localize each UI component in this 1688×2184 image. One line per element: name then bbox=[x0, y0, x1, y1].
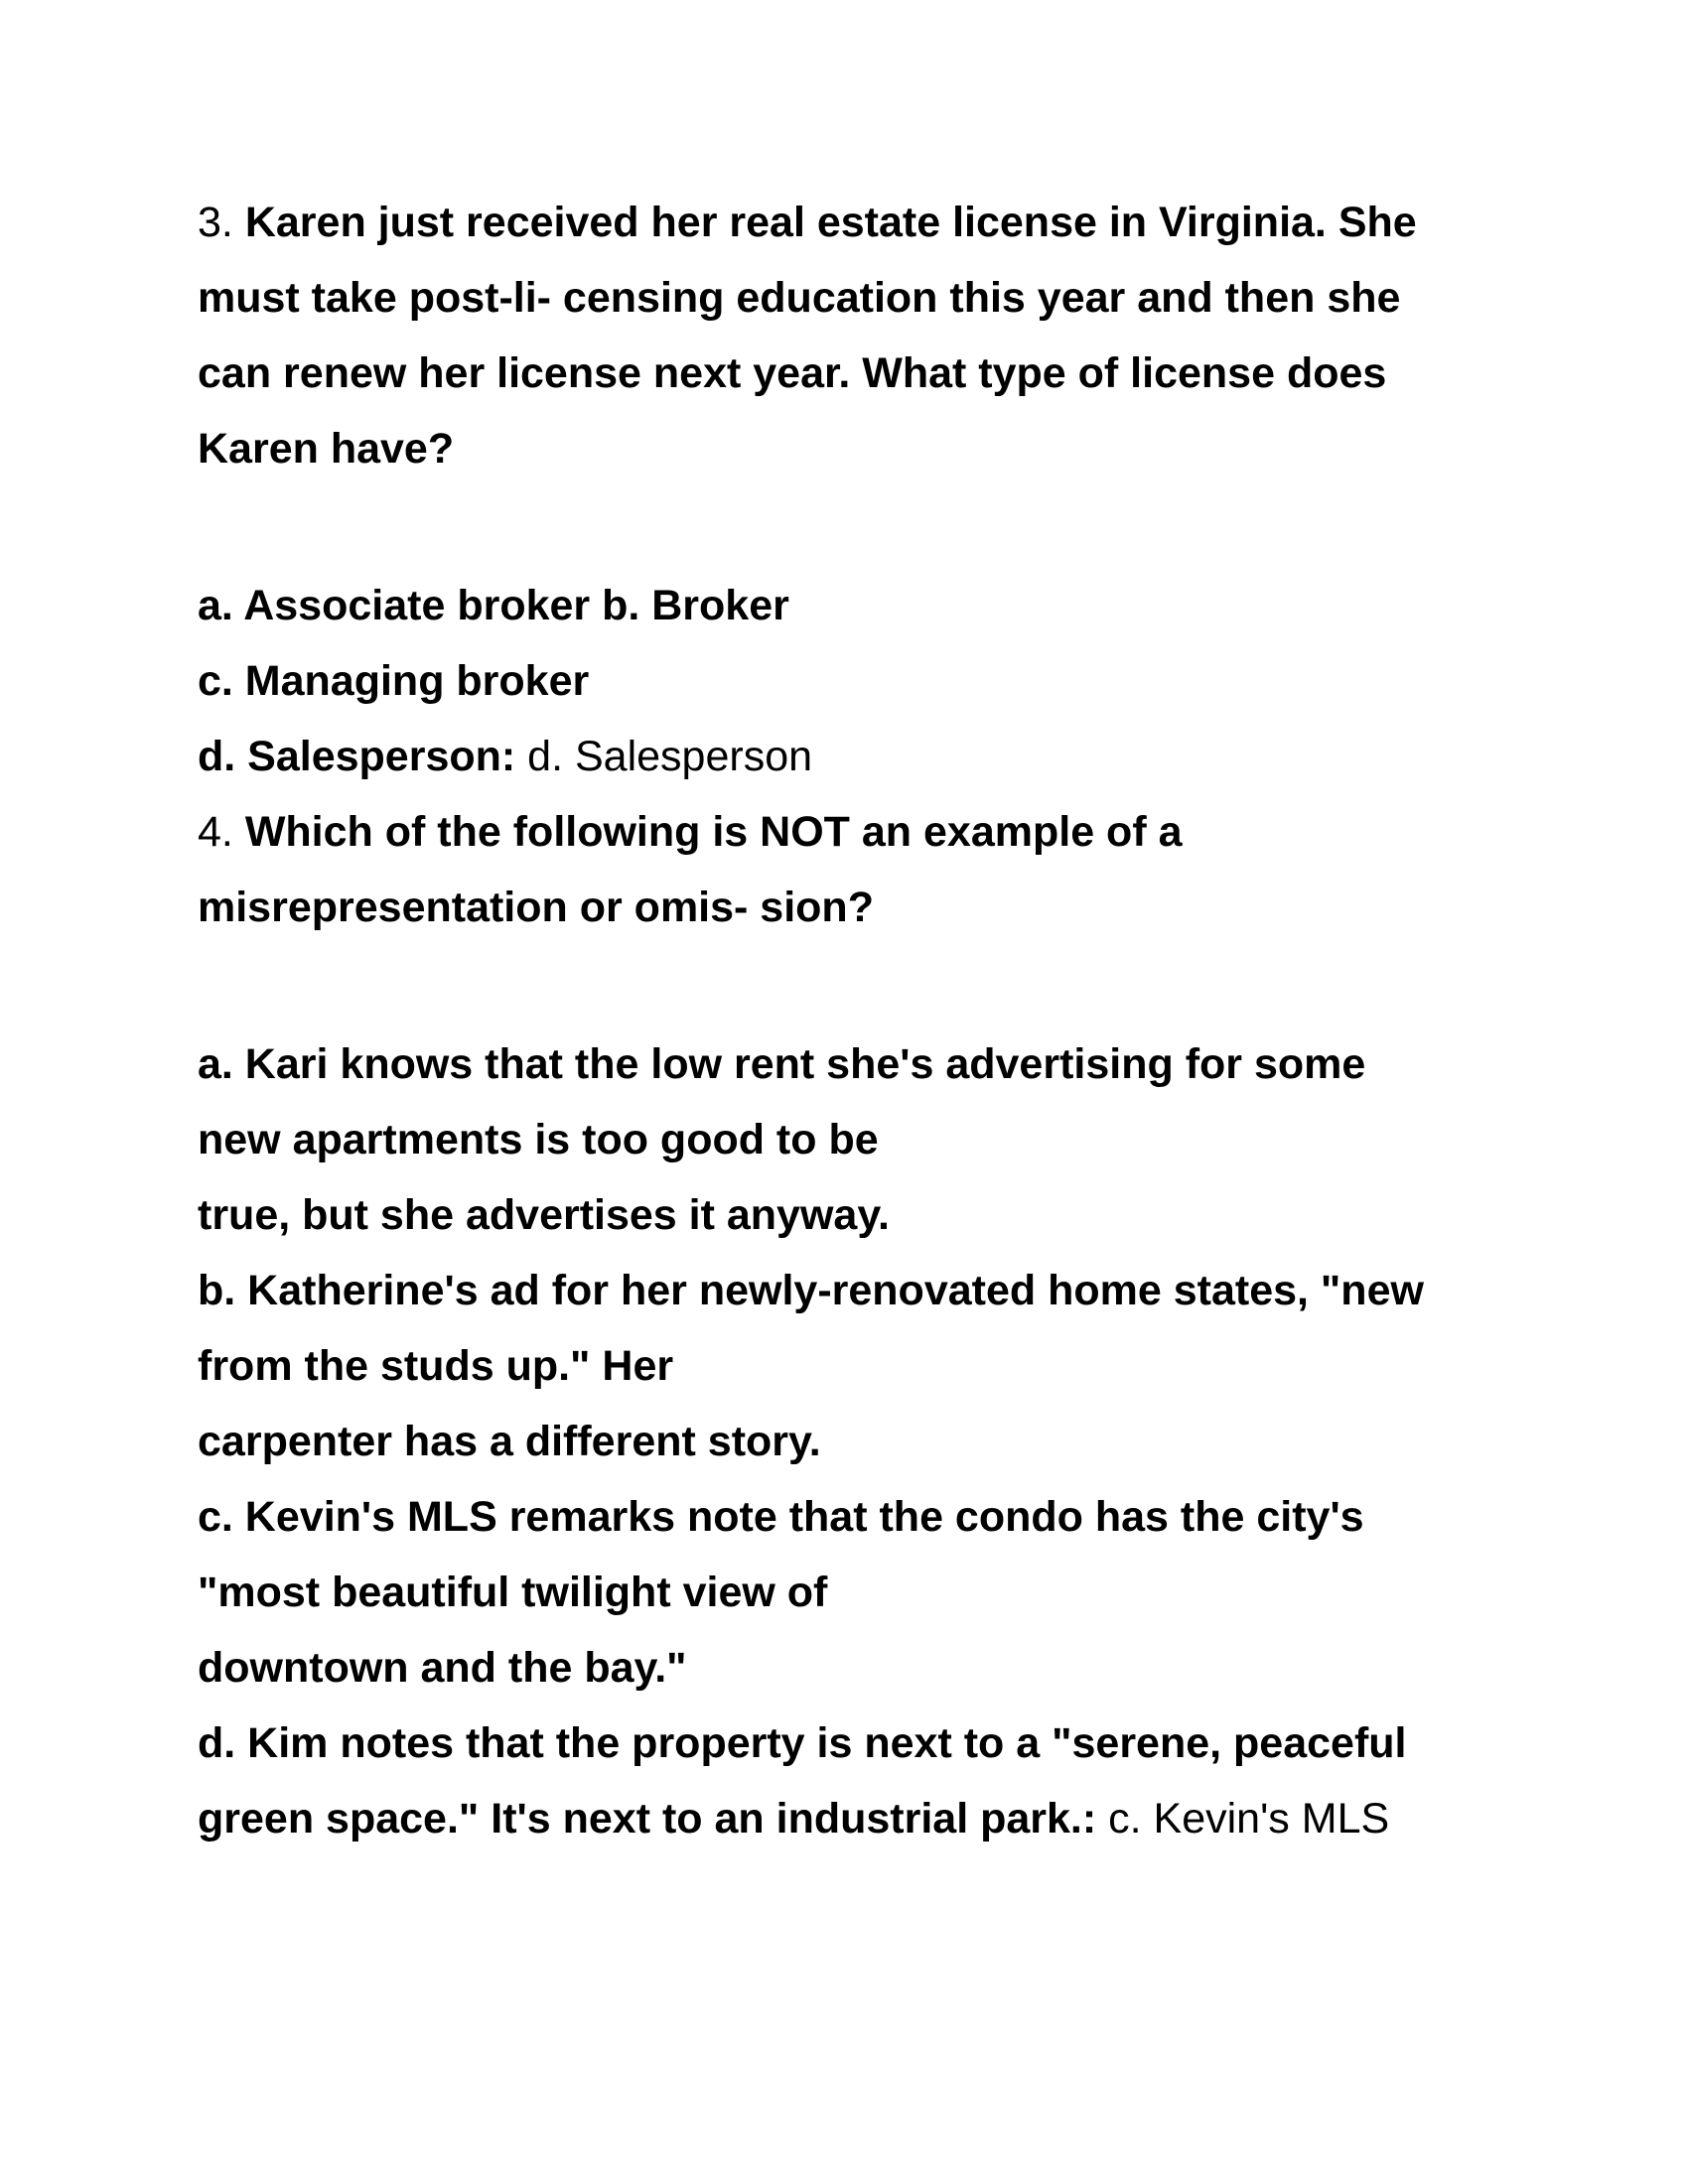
q4-option-c-line-3: downtown and the bay." bbox=[198, 1644, 687, 1692]
q4-option-c-line-2: "most beautiful twilight view of bbox=[198, 1569, 828, 1616]
q4-option-b-line-3: carpenter has a different story. bbox=[198, 1418, 821, 1465]
q4-option-a-line-2: new apartments is too good to be bbox=[198, 1116, 879, 1163]
q3-stem-line-3: can renew her license next year. What type of license does bbox=[198, 349, 1387, 397]
q3-stem-line-4: Karen have? bbox=[198, 425, 455, 473]
q3-answer: d. Salesperson bbox=[527, 733, 813, 780]
q4-option-a-line-1: a. Kari knows that the low rent she's advertising for some bbox=[198, 1040, 1366, 1088]
q3-option-d-text: d. Salesperson: bbox=[198, 733, 516, 780]
q4-option-d-line-2 bbox=[198, 1793, 1389, 1844]
q4-stem-text-1: Which of the following is NOT an example of a bbox=[244, 808, 1183, 856]
q4-answer: c. Kevin's MLS bbox=[1108, 1795, 1390, 1843]
q3-number: 3. bbox=[198, 199, 233, 246]
q4-option-a-line-3: true, but she advertises it anyway. bbox=[198, 1191, 891, 1239]
q4-option-c-line-1: c. Kevin's MLS remarks note that the condo has the city's bbox=[198, 1493, 1364, 1541]
q3-option-c: c. Managing broker bbox=[198, 657, 590, 705]
q3-stem-text-1: Karen just received her real estate license in Virginia. She bbox=[244, 199, 1417, 246]
q4-number: 4. bbox=[198, 808, 233, 856]
q4-stem-line-1 bbox=[198, 806, 1183, 858]
q4-option-d-text: green space." It's next to an industrial park.: bbox=[198, 1795, 1097, 1843]
q4-option-b-line-1: b. Katherine's ad for her newly-renovated home states, "new bbox=[198, 1267, 1424, 1314]
q3-stem-line-1 bbox=[198, 197, 1417, 248]
q4-stem-line-2: misrepresentation or omis- sion? bbox=[198, 884, 874, 931]
q3-stem-line-2: must take post-li- censing education this year and then she bbox=[198, 274, 1401, 322]
q3-option-ab: a. Associate broker b. Broker bbox=[198, 582, 789, 629]
q4-option-b-line-2: from the studs up." Her bbox=[198, 1342, 674, 1390]
q4-option-d-line-1: d. Kim notes that the property is next to a "serene, peaceful bbox=[198, 1719, 1407, 1767]
q3-option-d bbox=[198, 731, 812, 782]
